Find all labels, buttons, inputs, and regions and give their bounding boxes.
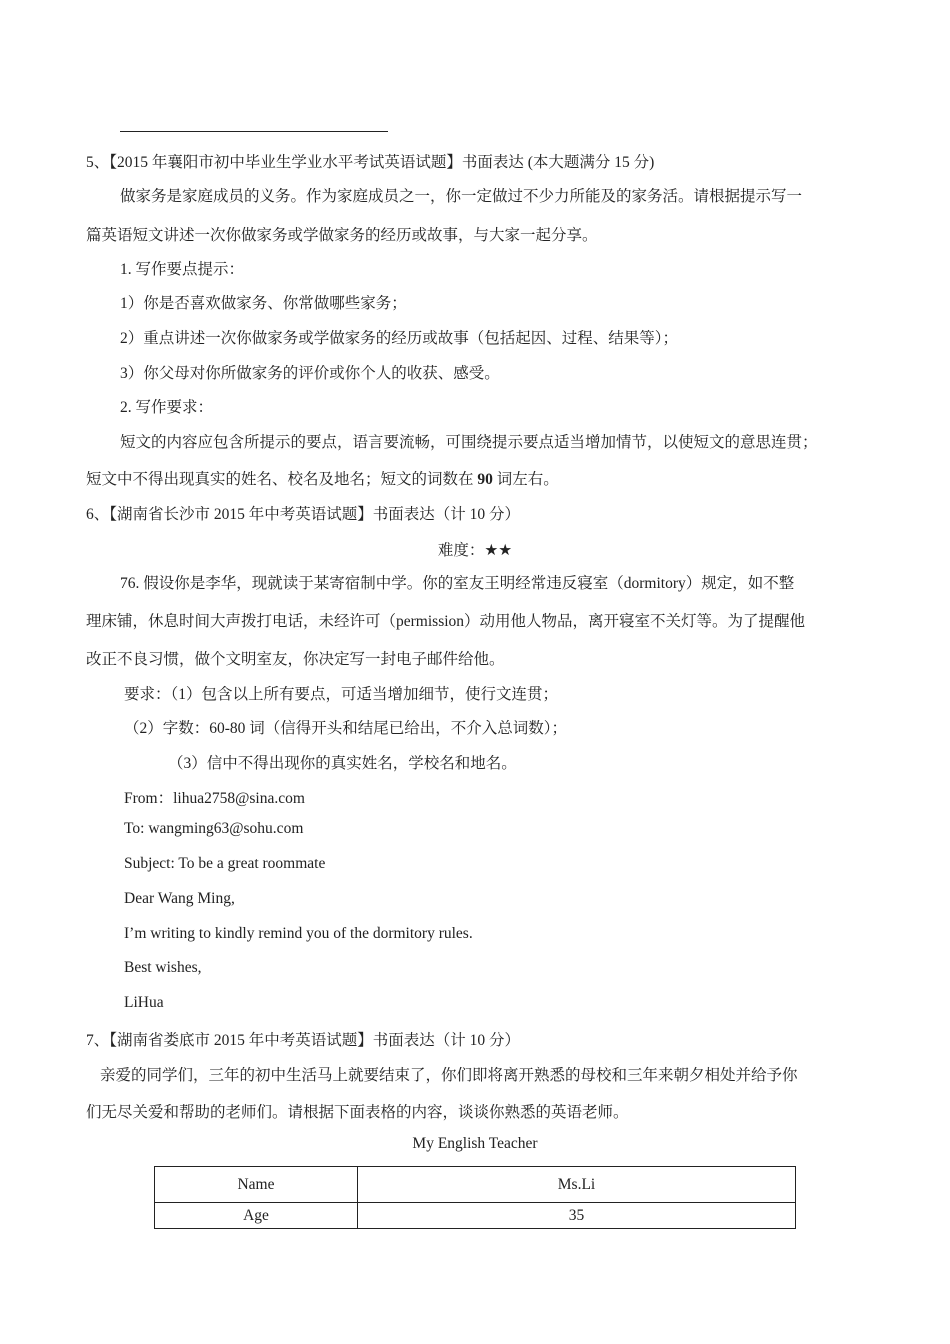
q5-point-3: 3）你父母对你所做家务的评价或你个人的收获、感受。 [120, 365, 500, 382]
q6-requirement-3: （3）信中不得出现你的真实姓名，学校名和地名。 [168, 755, 517, 772]
table-cell-label: Name [155, 1167, 358, 1203]
q5-word-count: 90 [477, 471, 493, 488]
table-row [155, 1167, 796, 1203]
email-closing: Best wishes, [124, 959, 202, 976]
q6-paragraph-line-2: 理床铺，休息时间大声拨打电话，未经许可（permission）动用他人物品，离开寝室不关灯等。为了提醒他 [86, 613, 806, 630]
q5-requirements-title: 2. 写作要求： [120, 399, 214, 416]
q5-heading: 5、【2015 年襄阳市初中毕业生学业水平考试英语试题】书面表达 (本大题满分 15 分) [86, 154, 655, 171]
email-subject: Subject: To be a great roommate [124, 855, 326, 872]
q6-requirement-1: 要求：（1）包含以上所有要点，可适当增加细节，使行文连贯； [124, 686, 559, 703]
email-from: From：lihua2758@sina.com [124, 790, 305, 807]
email-signature: LiHua [124, 994, 164, 1011]
q5-paragraph-line-1: 做家务是家庭成员的义务。作为家庭成员之一，你一定做过不少力所能及的家务活。请根据提示写一 [120, 188, 803, 205]
star-icon: ★★ [484, 541, 513, 559]
email-to: To: wangming63@sohu.com [124, 820, 304, 837]
q5-point-1: 1）你是否喜欢做家务、你常做哪些家务； [120, 295, 407, 312]
top-divider-line [120, 131, 388, 132]
q5-point-2: 2）重点讲述一次你做家务或学做家务的经历或故事（包括起因、过程、结果等）； [120, 330, 679, 347]
q6-paragraph-line-3: 改正不良习惯，做个文明室友，你决定写一封电子邮件给他。 [86, 651, 505, 668]
table-title: My English Teacher [412, 1135, 538, 1152]
q5-req-text-post: 词左右。 [492, 471, 559, 488]
q5-paragraph-line-2: 篇英语短文讲述一次你做家务或学做家务的经历或故事，与大家一起分享。 [86, 227, 598, 244]
q6-requirement-2: （2）字数：60-80 词（信得开头和结尾已给出，不介入总词数）； [124, 720, 568, 737]
teacher-info-table [154, 1166, 796, 1229]
q7-paragraph-line-2: 们无尽关爱和帮助的老师们。请根据下面表格的内容，谈谈你熟悉的英语老师。 [86, 1104, 629, 1121]
table-cell-value: 35 [358, 1203, 796, 1229]
table-cell-label: Age [155, 1203, 358, 1229]
table-row [155, 1203, 796, 1229]
q6-difficulty-label: 难度： [437, 542, 485, 559]
q6-paragraph-line-1: 76. 假设你是李华，现就读于某寄宿制中学。你的室友王明经常违反寝室（dormitory）规定，如不整 [120, 575, 795, 592]
q5-points-title: 1. 写作要点提示： [120, 261, 245, 278]
email-greeting: Dear Wang Ming, [124, 890, 235, 907]
table-cell-value: Ms.Li [358, 1167, 796, 1203]
q5-requirements-line-1: 短文的内容应包含所提示的要点，语言要流畅，可围绕提示要点适当增加情节，以使短文的意思连贯； [120, 434, 818, 451]
q7-heading: 7、【湖南省娄底市 2015 年中考英语试题】书面表达（计 10 分） [86, 1032, 521, 1049]
q6-heading: 6、【湖南省长沙市 2015 年中考英语试题】书面表达（计 10 分） [86, 506, 521, 523]
email-opening: I’m writing to kindly remind you of the dormitory rules. [124, 925, 473, 942]
q6-difficulty [0, 538, 950, 560]
q5-requirements-line-2 [86, 467, 559, 489]
q5-req-text-pre: 短文中不得出现真实的姓名、校名及地名；短文的词数在 [86, 471, 478, 488]
q7-paragraph-line-1: 亲爱的同学们，三年的初中生活马上就要结束了，你们即将离开熟悉的母校和三年来朝夕相处并给予你 [100, 1067, 798, 1084]
